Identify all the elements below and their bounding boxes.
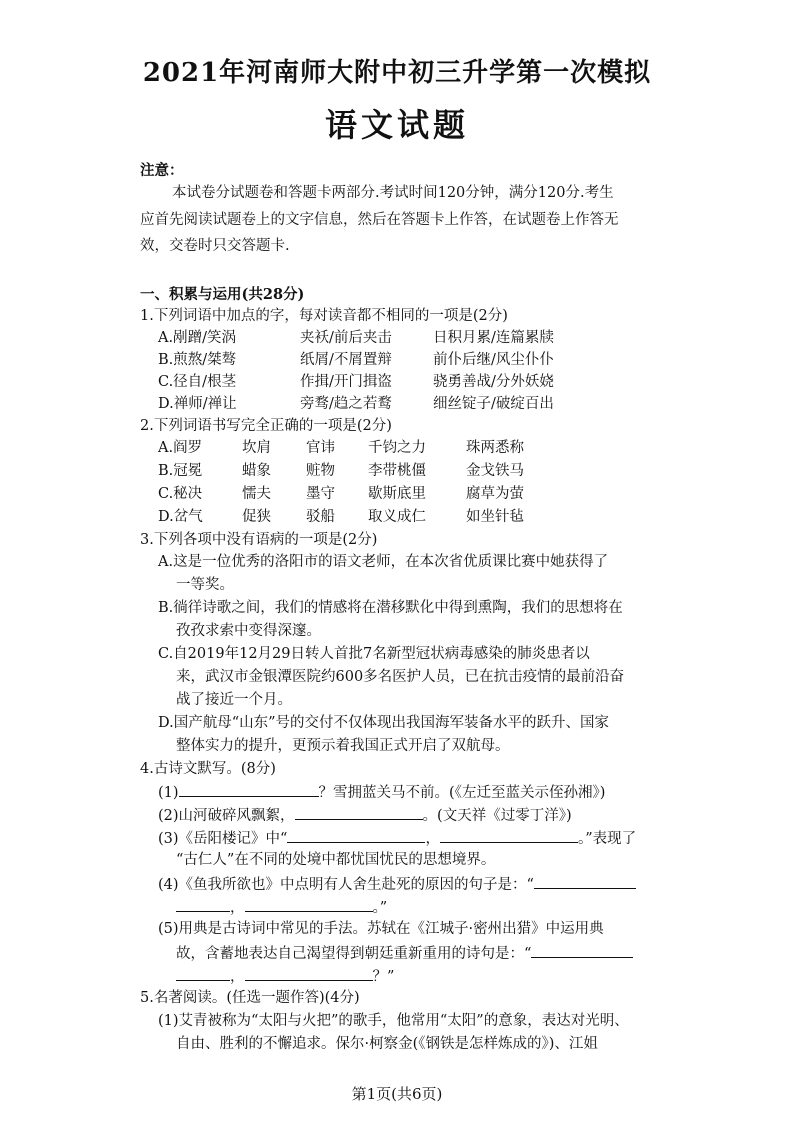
q4-item-3 [158, 827, 636, 850]
q4-item-text: 。” [372, 900, 388, 916]
q1-option-cell: 日积月累/连篇累牍 [433, 330, 554, 346]
q2-option-cell: 官讳 [306, 440, 335, 456]
q3-option-c-cont: 来，武汉市金银潭医院约600多名医护人员，已在抗击疫情的最前沿奋 [176, 669, 625, 685]
q2-option-cell: 金戈铁马 [466, 463, 524, 479]
q4-item-text: (4)《鱼我所欲也》中点明有人舍生赴死的原因的句子是：“ [158, 877, 534, 893]
q2-option-cell: D.岔气 [158, 509, 203, 525]
q2-option-cell: C.秘决 [158, 486, 203, 502]
q2-option-cell: 千钧之力 [368, 440, 426, 456]
q3-option-c: C.自2019年12月29日转人首批7名新型冠状病毒感染的肺炎患者以 [158, 646, 590, 662]
q4-item-text: ？” [372, 969, 395, 985]
q1-option-cell: 夹袄/前后夹击 [300, 330, 392, 346]
q4-item-text: ， [425, 831, 440, 847]
q5-item-1: (1)艾青被称为“太阳与火把”的歌手，他常用“太阳”的意象，表达对光明、 [158, 1013, 629, 1029]
q3-option-a-cont: 一等奖。 [176, 577, 234, 593]
q2-option-cell: 驳船 [306, 509, 335, 525]
question-stem: 2.下列词语书写完全正确的一项是(2分) [140, 418, 392, 434]
q2-option-cell: A.阎罗 [158, 440, 203, 456]
q4-item-text: 。”表现了 [577, 831, 637, 847]
notice-line: 本试卷分试题卷和答题卡两部分.考试时间120分钟，满分120分.考生 [172, 185, 614, 201]
q4-item-text: 。(文天祥《过零丁洋》) [422, 808, 572, 824]
q3-option-d-cont: 整体实力的提升，更预示着我国正式开启了双航母。 [176, 738, 510, 754]
q2-option-cell: 墨守 [306, 486, 335, 502]
q2-option-cell: B.冠冕 [158, 463, 203, 479]
section-heading: 一、积累与运用(共28分) [140, 286, 305, 303]
q4-item-5: (5)用典是古诗词中常见的手法。苏轼在《江城子·密州出猎》中运用典 [158, 921, 604, 937]
q4-item-5-cont [176, 942, 633, 965]
q1-option-cell: B.煎熬/桀骜 [158, 352, 237, 368]
question-stem: 1.下列词语中加点的字，每对读音都不相同的一项是(2分) [140, 308, 508, 324]
q2-option-cell: 李带桃僵 [368, 463, 426, 479]
q4-item-4-cont [176, 896, 387, 919]
q1-option-cell: 前仆后继/风尘仆仆 [433, 352, 554, 368]
exam-title: 2021年河南师大附中初三升学第一次模拟 [142, 58, 652, 88]
answer-blank[interactable] [179, 781, 319, 797]
q4-item-text: 故，含蓄地表达自己渴望得到朝廷重新重用的诗句是：“ [176, 946, 532, 962]
answer-blank[interactable] [531, 942, 633, 958]
page-number: 第1页(共6页) [351, 1085, 443, 1103]
notice-label: 注意： [140, 162, 184, 179]
q1-option-cell: A.剐蹭/笑涡 [158, 330, 236, 346]
q2-option-cell: 珠两悉称 [466, 440, 524, 456]
answer-blank[interactable] [287, 827, 425, 843]
q5-item-1-cont: 自由、胜利的不懈追求。保尔·柯察金(《钢铁是怎样炼成的》)、江姐 [176, 1036, 598, 1052]
answer-blank[interactable] [295, 804, 423, 820]
q4-item-5-cont [176, 965, 394, 988]
q3-option-c-cont: 战了接近一个月。 [176, 692, 292, 708]
q2-option-cell: 赃物 [306, 463, 335, 479]
q3-option-b-cont: 孜孜求索中变得深邃。 [176, 623, 321, 639]
q1-option-cell: 纸屑/不屑置辩 [300, 352, 392, 368]
q2-option-cell: 促狭 [242, 509, 271, 525]
q4-item-3-cont: “古仁人”在不同的处境中都忧国忧民的思想境界。 [176, 852, 496, 868]
question-stem: 3.下列各项中没有语病的一项是(2分) [140, 532, 378, 548]
q1-option-cell: 骁勇善战/分外妖娆 [433, 374, 554, 390]
answer-blank[interactable] [245, 965, 373, 981]
question-stem: 4.古诗文默写。(8分) [140, 761, 276, 777]
q2-option-cell: 懦夫 [242, 486, 271, 502]
subject-title: 语文试题 [324, 106, 469, 144]
notice-line: 效，交卷时只交答题卡. [140, 238, 290, 254]
answer-blank[interactable] [534, 873, 636, 889]
answer-blank[interactable] [245, 896, 373, 912]
q1-option-cell: D.禅师/禅让 [158, 396, 237, 412]
q4-item-text: (1) [158, 785, 179, 801]
q1-option-cell: 作揖/开门揖盗 [300, 374, 392, 390]
q3-option-d: D.国产航母“山东”号的交付不仅体现出我国海军装备水平的跃升、国家 [158, 715, 610, 731]
q4-item-text: ？雪拥蓝关马不前。(《左迁至蓝关示侄孙湘》) [318, 785, 606, 801]
notice-line: 应首先阅读试题卷上的文字信息，然后在答题卡上作答，在试题卷上作答无 [140, 212, 619, 228]
q3-option-a: A.这是一位优秀的洛阳市的语文老师，在本次省优质课比赛中她获得了 [158, 554, 609, 570]
q2-option-cell: 取义成仁 [368, 509, 426, 525]
q4-item-1 [158, 781, 605, 804]
q4-item-text: (3)《岳阳楼记》中“ [158, 831, 288, 847]
question-stem: 5.名著阅读。(任选一题作答)(4分) [140, 990, 360, 1006]
q4-item-text: ， [230, 969, 245, 985]
q2-option-cell: 如坐针毡 [466, 509, 524, 525]
q1-option-cell: C.径自/根茎 [158, 374, 237, 390]
q2-option-cell: 腐草为萤 [466, 486, 524, 502]
q1-option-cell: 细丝锭子/破绽百出 [433, 396, 554, 412]
answer-blank[interactable] [176, 965, 230, 981]
q4-item-2 [158, 804, 572, 827]
answer-blank[interactable] [176, 896, 230, 912]
q1-option-cell: 旁骛/趋之若鹜 [300, 396, 392, 412]
q3-option-b: B.徜徉诗歌之间，我们的情感将在潜移默化中得到熏陶，我们的思想将在 [158, 600, 623, 616]
q4-item-text: (2)山河破碎风飘絮， [158, 808, 295, 824]
q2-option-cell: 坎肩 [242, 440, 271, 456]
answer-blank[interactable] [440, 827, 578, 843]
q2-option-cell: 蜡象 [242, 463, 271, 479]
q4-item-text: ， [230, 900, 245, 916]
q2-option-cell: 歇斯底里 [368, 486, 426, 502]
q4-item-4 [158, 873, 636, 896]
